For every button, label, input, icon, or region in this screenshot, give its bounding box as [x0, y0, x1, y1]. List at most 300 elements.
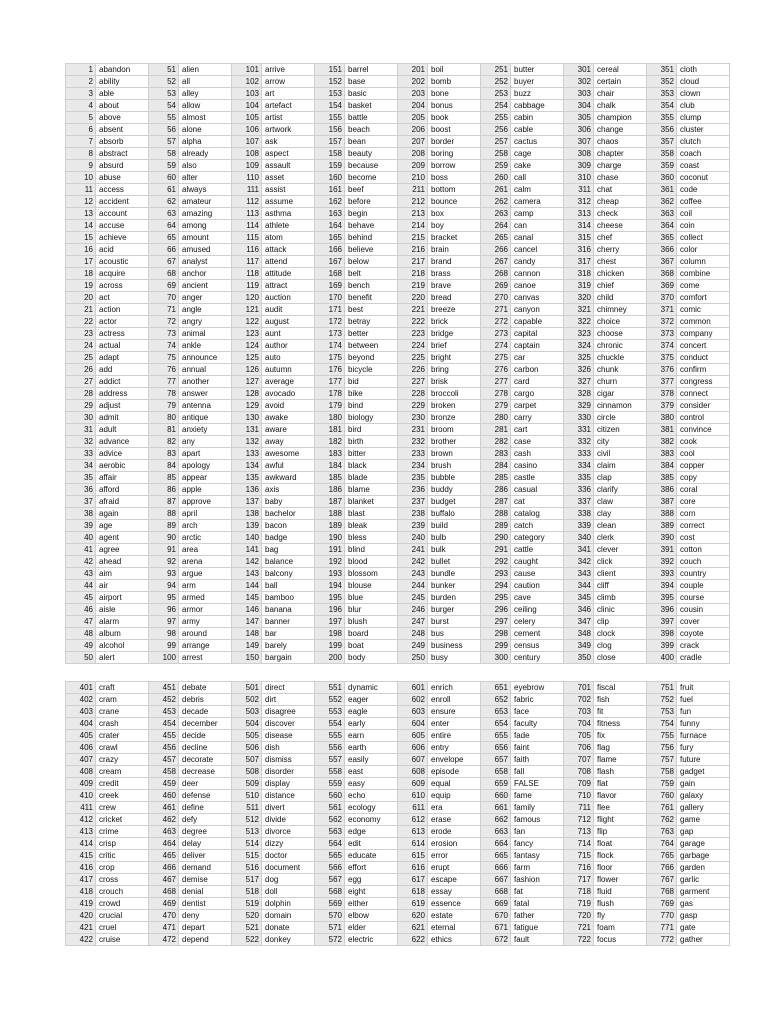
index-cell: 188 [315, 508, 345, 520]
word-cell: chuckle [594, 352, 647, 364]
index-cell: 378 [647, 388, 677, 400]
index-cell: 335 [564, 472, 594, 484]
table-row [66, 136, 730, 148]
word-cell: gain [677, 778, 730, 790]
index-cell: 283 [481, 448, 511, 460]
index-cell: 77 [149, 376, 179, 388]
word-cell: effort [345, 862, 398, 874]
table-row [66, 208, 730, 220]
word-cell: buffalo [428, 508, 481, 520]
index-cell: 294 [481, 580, 511, 592]
word-cell: bike [345, 388, 398, 400]
word-cell: buyer [511, 76, 564, 88]
word-cell: busy [428, 652, 481, 664]
index-cell: 81 [149, 424, 179, 436]
table-row [66, 616, 730, 628]
index-cell: 216 [398, 244, 428, 256]
index-cell: 84 [149, 460, 179, 472]
index-cell: 75 [149, 352, 179, 364]
word-cell: approve [179, 496, 232, 508]
index-cell: 401 [66, 682, 96, 694]
index-cell: 236 [398, 484, 428, 496]
index-cell: 276 [481, 364, 511, 376]
index-cell: 519 [232, 898, 262, 910]
word-cell: away [262, 436, 315, 448]
index-cell: 622 [398, 934, 428, 946]
word-cell: garment [677, 886, 730, 898]
index-cell: 11 [66, 184, 96, 196]
word-cell: clump [677, 112, 730, 124]
index-cell: 43 [66, 568, 96, 580]
index-cell: 762 [647, 814, 677, 826]
index-cell: 273 [481, 328, 511, 340]
word-table [65, 63, 730, 664]
word-cell: become [345, 172, 398, 184]
word-cell: casino [511, 460, 564, 472]
word-cell: assist [262, 184, 315, 196]
index-cell: 322 [564, 316, 594, 328]
word-cell: borrow [428, 160, 481, 172]
word-cell: capable [511, 316, 564, 328]
index-cell: 4 [66, 100, 96, 112]
word-cell: cost [677, 532, 730, 544]
index-cell: 403 [66, 706, 96, 718]
word-cell: brief [428, 340, 481, 352]
table-row [66, 280, 730, 292]
index-cell: 228 [398, 388, 428, 400]
index-cell: 80 [149, 412, 179, 424]
word-cell: fury [677, 742, 730, 754]
index-cell: 250 [398, 652, 428, 664]
word-cell: come [677, 280, 730, 292]
index-cell: 46 [66, 604, 96, 616]
word-cell: absent [96, 124, 149, 136]
index-cell: 332 [564, 436, 594, 448]
word-cell: announce [179, 352, 232, 364]
index-cell: 338 [564, 508, 594, 520]
index-cell: 275 [481, 352, 511, 364]
word-cell: agree [96, 544, 149, 556]
word-cell: fabric [511, 694, 564, 706]
index-cell: 616 [398, 862, 428, 874]
word-cell: flash [594, 766, 647, 778]
word-cell: direct [262, 682, 315, 694]
word-cell: envelope [428, 754, 481, 766]
index-cell: 411 [66, 802, 96, 814]
index-cell: 421 [66, 922, 96, 934]
table-row [66, 220, 730, 232]
word-cell: ethics [428, 934, 481, 946]
word-cell: faculty [511, 718, 564, 730]
index-cell: 350 [564, 652, 594, 664]
word-cell: budget [428, 496, 481, 508]
index-cell: 39 [66, 520, 96, 532]
index-cell: 297 [481, 616, 511, 628]
word-cell: column [677, 256, 730, 268]
index-cell: 356 [647, 124, 677, 136]
word-cell: east [345, 766, 398, 778]
index-cell: 333 [564, 448, 594, 460]
word-cell: bullet [428, 556, 481, 568]
index-cell: 759 [647, 778, 677, 790]
index-cell: 604 [398, 718, 428, 730]
index-cell: 72 [149, 316, 179, 328]
index-cell: 349 [564, 640, 594, 652]
index-cell: 654 [481, 718, 511, 730]
index-cell: 117 [232, 256, 262, 268]
index-cell: 461 [149, 802, 179, 814]
table-row [66, 850, 730, 862]
index-cell: 287 [481, 496, 511, 508]
index-cell: 224 [398, 340, 428, 352]
word-cell: flip [594, 826, 647, 838]
word-cell: fame [511, 790, 564, 802]
table-row [66, 910, 730, 922]
word-cell: body [345, 652, 398, 664]
index-cell: 102 [232, 76, 262, 88]
word-cell: corn [677, 508, 730, 520]
word-cell: dirt [262, 694, 315, 706]
word-cell: bundle [428, 568, 481, 580]
word-cell: easily [345, 754, 398, 766]
word-cell: coffee [677, 196, 730, 208]
word-cell: gate [677, 922, 730, 934]
word-cell: able [96, 88, 149, 100]
table-row [66, 232, 730, 244]
index-cell: 394 [647, 580, 677, 592]
index-cell: 337 [564, 496, 594, 508]
word-cell: critic [96, 850, 149, 862]
index-cell: 562 [315, 814, 345, 826]
word-cell: ball [262, 580, 315, 592]
index-cell: 619 [398, 898, 428, 910]
word-cell: chimney [594, 304, 647, 316]
index-cell: 572 [315, 934, 345, 946]
index-cell: 512 [232, 814, 262, 826]
word-cell: addict [96, 376, 149, 388]
index-cell: 277 [481, 376, 511, 388]
index-cell: 339 [564, 520, 594, 532]
word-cell: brother [428, 436, 481, 448]
index-cell: 223 [398, 328, 428, 340]
word-cell: canyon [511, 304, 564, 316]
word-cell: cave [511, 592, 564, 604]
word-cell: castle [511, 472, 564, 484]
word-cell: clog [594, 640, 647, 652]
word-cell: blouse [345, 580, 398, 592]
index-cell: 232 [398, 436, 428, 448]
index-cell: 319 [564, 280, 594, 292]
word-cell: aunt [262, 328, 315, 340]
index-cell: 357 [647, 136, 677, 148]
index-cell: 206 [398, 124, 428, 136]
index-cell: 245 [398, 592, 428, 604]
table-row [66, 520, 730, 532]
word-cell: cousin [677, 604, 730, 616]
table-row [66, 640, 730, 652]
word-cell: equip [428, 790, 481, 802]
word-cell: flee [594, 802, 647, 814]
word-cell: elbow [345, 910, 398, 922]
word-cell: cradle [677, 652, 730, 664]
word-cell: cigar [594, 388, 647, 400]
word-cell: depart [179, 922, 232, 934]
index-cell: 259 [481, 160, 511, 172]
word-cell: furnace [677, 730, 730, 742]
index-cell: 264 [481, 220, 511, 232]
word-cell: assault [262, 160, 315, 172]
index-cell: 563 [315, 826, 345, 838]
word-cell: cement [511, 628, 564, 640]
word-cell: alone [179, 124, 232, 136]
index-cell: 136 [232, 484, 262, 496]
word-cell: bulk [428, 544, 481, 556]
word-cell: domain [262, 910, 315, 922]
word-cell: brown [428, 448, 481, 460]
word-cell: brisk [428, 376, 481, 388]
word-cell: any [179, 436, 232, 448]
word-cell: cliff [594, 580, 647, 592]
word-cell: believe [345, 244, 398, 256]
word-cell: crouch [96, 886, 149, 898]
word-cell: chat [594, 184, 647, 196]
index-cell: 564 [315, 838, 345, 850]
index-cell: 110 [232, 172, 262, 184]
word-cell: broken [428, 400, 481, 412]
word-cell: eternal [428, 922, 481, 934]
index-cell: 511 [232, 802, 262, 814]
table-row [66, 352, 730, 364]
index-cell: 515 [232, 850, 262, 862]
index-cell: 281 [481, 424, 511, 436]
index-cell: 177 [315, 376, 345, 388]
index-cell: 147 [232, 616, 262, 628]
index-cell: 278 [481, 388, 511, 400]
index-cell: 286 [481, 484, 511, 496]
word-cell: blossom [345, 568, 398, 580]
index-cell: 227 [398, 376, 428, 388]
word-cell: fade [511, 730, 564, 742]
word-cell: captain [511, 340, 564, 352]
word-cell: art [262, 88, 315, 100]
index-cell: 120 [232, 292, 262, 304]
word-cell: basic [345, 88, 398, 100]
word-cell: cash [511, 448, 564, 460]
word-cell: clutch [677, 136, 730, 148]
table-row [66, 412, 730, 424]
word-cell: avocado [262, 388, 315, 400]
index-cell: 664 [481, 838, 511, 850]
table-row [66, 544, 730, 556]
index-cell: 253 [481, 88, 511, 100]
table-row [66, 388, 730, 400]
word-cell: cheese [594, 220, 647, 232]
word-cell: all [179, 76, 232, 88]
table-row [66, 778, 730, 790]
word-cell: aware [262, 424, 315, 436]
word-cell: cruise [96, 934, 149, 946]
word-cell: clock [594, 628, 647, 640]
word-cell: boat [345, 640, 398, 652]
word-cell: demise [179, 874, 232, 886]
index-cell: 238 [398, 508, 428, 520]
index-cell: 660 [481, 790, 511, 802]
index-cell: 242 [398, 556, 428, 568]
word-cell: blood [345, 556, 398, 568]
word-cell: fantasy [511, 850, 564, 862]
index-cell: 36 [66, 484, 96, 496]
index-cell: 119 [232, 280, 262, 292]
table-row [66, 436, 730, 448]
index-cell: 422 [66, 934, 96, 946]
word-cell: fix [594, 730, 647, 742]
index-cell: 657 [481, 754, 511, 766]
index-cell: 299 [481, 640, 511, 652]
index-cell: 82 [149, 436, 179, 448]
index-cell: 345 [564, 592, 594, 604]
index-cell: 56 [149, 124, 179, 136]
index-cell: 132 [232, 436, 262, 448]
word-cell: either [345, 898, 398, 910]
word-cell: beef [345, 184, 398, 196]
index-cell: 79 [149, 400, 179, 412]
index-cell: 240 [398, 532, 428, 544]
word-cell: gallery [677, 802, 730, 814]
word-cell: another [179, 376, 232, 388]
index-cell: 344 [564, 580, 594, 592]
word-list-sheet [65, 63, 713, 946]
index-cell: 59 [149, 160, 179, 172]
index-cell: 162 [315, 196, 345, 208]
word-cell: aspect [262, 148, 315, 160]
index-cell: 396 [647, 604, 677, 616]
word-cell: build [428, 520, 481, 532]
index-cell: 213 [398, 208, 428, 220]
index-cell: 613 [398, 826, 428, 838]
word-cell: entire [428, 730, 481, 742]
index-cell: 314 [564, 220, 594, 232]
word-cell: camera [511, 196, 564, 208]
word-cell: choose [594, 328, 647, 340]
index-cell: 770 [647, 910, 677, 922]
index-cell: 766 [647, 862, 677, 874]
index-cell: 520 [232, 910, 262, 922]
word-cell: fiscal [594, 682, 647, 694]
index-cell: 18 [66, 268, 96, 280]
index-cell: 711 [564, 802, 594, 814]
index-cell: 397 [647, 616, 677, 628]
word-cell: clever [594, 544, 647, 556]
index-cell: 369 [647, 280, 677, 292]
word-cell: doctor [262, 850, 315, 862]
word-cell: carry [511, 412, 564, 424]
index-cell: 507 [232, 754, 262, 766]
index-cell: 570 [315, 910, 345, 922]
index-cell: 1 [66, 64, 96, 76]
index-cell: 174 [315, 340, 345, 352]
word-cell: course [677, 592, 730, 604]
word-cell: discover [262, 718, 315, 730]
index-cell: 453 [149, 706, 179, 718]
word-cell: copper [677, 460, 730, 472]
word-table-block-1 [65, 63, 713, 664]
word-cell: family [511, 802, 564, 814]
word-cell: change [594, 124, 647, 136]
index-cell: 323 [564, 328, 594, 340]
index-cell: 516 [232, 862, 262, 874]
index-cell: 771 [647, 922, 677, 934]
index-cell: 415 [66, 850, 96, 862]
index-cell: 226 [398, 364, 428, 376]
word-cell: doll [262, 886, 315, 898]
word-cell: album [96, 628, 149, 640]
word-cell: brand [428, 256, 481, 268]
word-cell: blanket [345, 496, 398, 508]
index-cell: 615 [398, 850, 428, 862]
index-cell: 705 [564, 730, 594, 742]
word-cell: ancient [179, 280, 232, 292]
index-cell: 387 [647, 496, 677, 508]
word-cell: act [96, 292, 149, 304]
word-cell: fish [594, 694, 647, 706]
index-cell: 364 [647, 220, 677, 232]
word-cell: annual [179, 364, 232, 376]
index-cell: 252 [481, 76, 511, 88]
word-cell: already [179, 148, 232, 160]
word-cell: clerk [594, 532, 647, 544]
table-row [66, 304, 730, 316]
table-row [66, 484, 730, 496]
index-cell: 340 [564, 532, 594, 544]
word-cell: garden [677, 862, 730, 874]
table-row [66, 508, 730, 520]
index-cell: 754 [647, 718, 677, 730]
index-cell: 612 [398, 814, 428, 826]
index-cell: 614 [398, 838, 428, 850]
table-row [66, 88, 730, 100]
word-cell: bamboo [262, 592, 315, 604]
word-cell: eight [345, 886, 398, 898]
word-cell: chaos [594, 136, 647, 148]
index-cell: 557 [315, 754, 345, 766]
word-cell: bid [345, 376, 398, 388]
word-cell: agent [96, 532, 149, 544]
index-cell: 121 [232, 304, 262, 316]
word-cell: crazy [96, 754, 149, 766]
word-cell: connect [677, 388, 730, 400]
word-cell: cross [96, 874, 149, 886]
index-cell: 64 [149, 220, 179, 232]
index-cell: 106 [232, 124, 262, 136]
index-cell: 249 [398, 640, 428, 652]
index-cell: 354 [647, 100, 677, 112]
word-cell: collect [677, 232, 730, 244]
index-cell: 70 [149, 292, 179, 304]
index-cell: 170 [315, 292, 345, 304]
index-cell: 373 [647, 328, 677, 340]
word-cell: apology [179, 460, 232, 472]
index-cell: 606 [398, 742, 428, 754]
word-cell: bicycle [345, 364, 398, 376]
index-cell: 559 [315, 778, 345, 790]
word-cell: aisle [96, 604, 149, 616]
word-cell: benefit [345, 292, 398, 304]
word-cell: alarm [96, 616, 149, 628]
word-cell: game [677, 814, 730, 826]
index-cell: 186 [315, 484, 345, 496]
word-cell: camp [511, 208, 564, 220]
index-cell: 86 [149, 484, 179, 496]
